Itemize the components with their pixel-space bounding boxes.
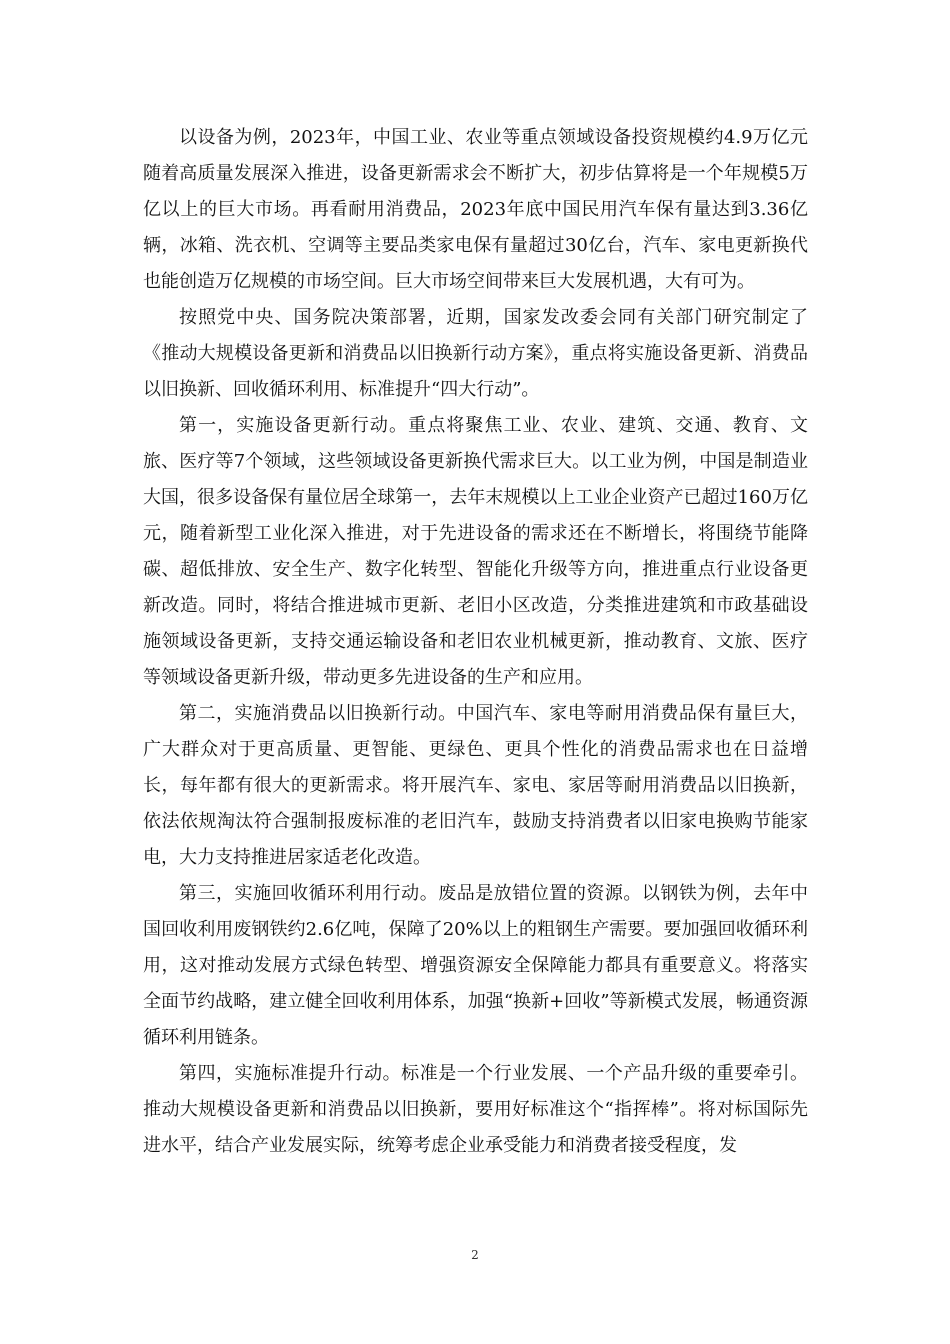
paragraph-equipment-example: 以设备为例，2023年，中国工业、农业等重点领域设备投资规模约4.9万亿元随着高质量发展深入推进，设备更新需求会不断扩大，初步估算将是一个年规模5万亿以上的巨大市场。再看耐用消费品，2023年底中国民用汽车保有量达到3.36亿辆，冰箱、洗衣机、空调等主要品类家电保有量超过30亿台，汽车、家电更新换代也能创造万亿规模的市场空间。巨大市场空间带来巨大发展机遇，大有可为。 [143,127,808,292]
paragraph-standards-action: 第四，实施标准提升行动。标准是一个行业发展、一个产品升级的重要牵引。推动大规模设备更新和消费品以旧换新，要用好标准这个“指挥棒”。将对标国际先进水平，结合产业发展实际，统筹考虑企业承受能力和消费者接受程度，发 [143,1063,808,1156]
paragraph-recycling-action: 第三，实施回收循环利用行动。废品是放错位置的资源。以钢铁为例，去年中国回收利用废钢铁约2.6亿吨，保障了20%以上的粗钢生产需要。要加强回收循环利用，这对推动发展方式绿色转型、增强资源安全保障能力都具有重要意义。将落实全面节约战略，建立健全回收利用体系，加强“换新+回收”等新模式发展，畅通资源循环利用链条。 [143,883,808,1048]
page-number: 2 [471,1248,479,1262]
document-body [143,120,808,1164]
paragraph-trade-in-action: 第二，实施消费品以旧换新行动。中国汽车、家电等耐用消费品保有量巨大，广大群众对于更高质量、更智能、更绿色、更具个性化的消费品需求也在日益增长，每年都有很大的更新需求。将开展汽车、家电、家居等耐用消费品以旧换新，依法依规淘汰符合强制报废标准的老旧汽车，鼓励支持消费者以旧家电换购节能家电，大力支持推进居家适老化改造。 [143,703,808,868]
paragraph-equipment-update-action: 第一，实施设备更新行动。重点将聚焦工业、农业、建筑、交通、教育、文旅、医疗等7个领域，这些领域设备更新换代需求巨大。以工业为例，中国是制造业大国，很多设备保有量位居全球第一，去年末规模以上工业企业资产已超过160万亿元，随着新型工业化深入推进，对于先进设备的需求还在不断增长，将围绕节能降碳、超低排放、安全生产、数字化转型、智能化升级等方向，推进重点行业设备更新改造。同时，将结合推进城市更新、老旧小区改造，分类推进建筑和市政基础设施领域设备更新，支持交通运输设备和老旧农业机械更新，推动教育、文旅、医疗等领域设备更新升级，带动更多先进设备的生产和应用。 [143,415,808,688]
paragraph-action-plan: 按照党中央、国务院决策部署，近期，国家发改委会同有关部门研究制定了《推动大规模设备更新和消费品以旧换新行动方案》，重点将实施设备更新、消费品以旧换新、回收循环利用、标准提升“四大行动”。 [143,307,808,400]
